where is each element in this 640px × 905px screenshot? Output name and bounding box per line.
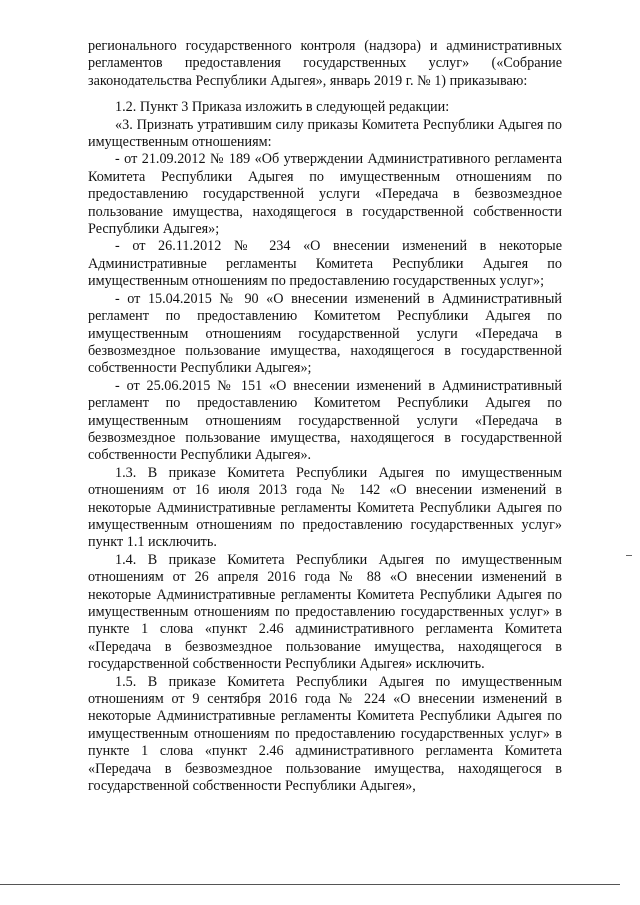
bottom-scan-line (0, 884, 620, 885)
paragraph-intro-continuation: регионального государственного контроля (надзора) и административных регламентов предоставления государственных услуг» («Собрание законодательства Республики Адыгея», январь 2019 г. № 1) приказываю: (88, 38, 562, 89)
paragraph-1-2: 1.2. Пункт 3 Приказа изложить в следующей редакции: (115, 99, 450, 116)
paragraph-1-3: 1.3. В приказе Комитета Республики Адыгея по имущественным отношениям от 16 июля 2013 года № 142 «О внесении изменений в некоторые Административные регламенты Комитета Республики Адыгея по имущественным отношениям по предоставлению государственных услуг» пункт 1.1 исключить. (88, 464, 562, 551)
list-item-order-189: - от 21.09.2012 № 189 «Об утверждении Административного регламента Комитета Республики Адыгея по имущественным отношениям по предоставлению государственной услуги «Передача в безвозмездное пользование имущества, находящегося в государственной собственности Республики Адыгея»; (88, 151, 562, 238)
paragraph-1-4: 1.4. В приказе Комитета Республики Адыгея по имущественным отношениям от 26 апреля 2016 года № 88 «О внесении изменений в некоторые Административные регламенты Комитета Республики Адыгея по имущественным отношениям по предоставлению государственных услуг» в пункте 1 слова «пункт 2.46 административного регламента Комитета «Передача в безвозмездное пользование имущества, находящегося в государственной собственности Республики Адыгея» исключить. (88, 551, 562, 673)
document-body (88, 38, 562, 795)
paragraph-1-5: 1.5. В приказе Комитета Республики Адыгея по имущественным отношениям от 9 сентября 2016 года № 224 «О внесении изменений в некоторые Административные регламенты Комитета Республики Адыгея по имущественным отношениям по предоставлению государственных услуг» в пункте 1 слова «пункт 2.46 административного регламента Комитета «Передача в безвозмездное пользование имущества, находящегося в государственной собственности Республики Адыгея», (88, 673, 562, 795)
margin-scan-mark (626, 555, 632, 556)
list-item-order-151: - от 25.06.2015 № 151 «О внесении изменений в Административный регламент по предоставлению Комитетом Республики Адыгея по имущественным отношениям государственной услуги «Передача в безвозмездное пользование имущества, находящегося в государственной собственности Республики Адыгея». (88, 377, 562, 464)
paragraph-item-3: «3. Признать утратившим силу приказы Комитета Республики Адыгея по имущественным отношениям: (88, 116, 562, 151)
list-item-order-90: - от 15.04.2015 № 90 «О внесении изменений в Административный регламент по предоставлению Комитетом Республики Адыгея по имущественным отношениям государственной услуги «Передача в безвозмездное пользование имущества, находящегося в государственной собственности Республики Адыгея»; (88, 290, 562, 377)
list-item-order-234: - от 26.11.2012 № 234 «О внесении изменений в некоторые Административные регламенты Комитета Республики Адыгея по имущественным отношениям по предоставлению государственных услуг»; (88, 238, 562, 290)
